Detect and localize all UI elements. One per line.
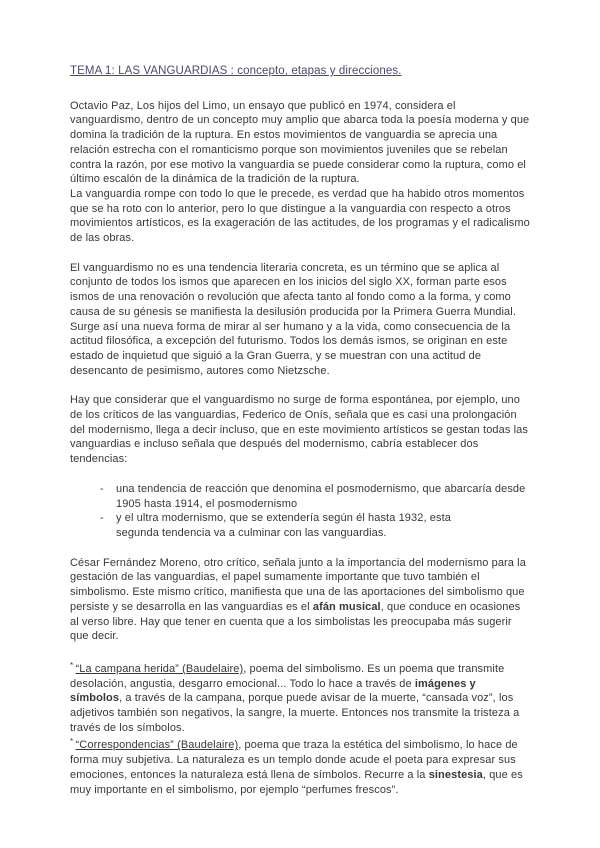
poem-title: “Correspondencias” (Baudelaire): [75, 739, 239, 752]
text-run: afán musical: [312, 600, 381, 613]
text-run: César Fernández Moreno, otro crítico, señala junto a la importancia del modernismo para la gestación de las vanguardias, el papel sumamente importante que tuvo también el simbolismo. Este mismo crítico, manifiesta que una de las aportaciones del simbolismo que persiste y se desarrolla en las vanguardias es el: [70, 556, 530, 613]
para-vanguardismo-ismos: [70, 261, 530, 379]
text-run: , poema que traza la estética del simbolismo, lo hace de forma muy subjetiva. La naturaleza es un templo donde acude el poeta para expresar sus emociones, entonces la naturaleza está llena de símbolos. Recurre a la: [70, 739, 521, 781]
text-run: una tendencia de reacción que denomina el posmodernismo, que abarcaría desde 1905 hasta 1914, el posmodernismo: [116, 482, 529, 510]
text-run: El vanguardismo no es una tendencia literaria concreta, es un término que se aplica al conjunto de todos los ismos que aparecen en los inicios del siglo XX, forman parte esos ismos de una renovación o revolución que afecta tanto al fondo como a la forma, y como causa de su génesis se manifiesta la desilusión producida por la Primera Guerra Mundial. Surge así una nueva forma de mirar al ser humano y a la vida, como consecuencia de la actitud filosófica, a excepción del futurismo. Todos los demás ismos, se originan en este estado de inquietud que siguió a la Gran Guerra, y se muestran con una actitud de desencanto de pesimismo, autores como Nietzsche.: [70, 261, 520, 377]
para-poemas-baudelaire: [70, 659, 530, 797]
footnote-asterisk: *: [70, 737, 76, 747]
list-item-text: [116, 482, 530, 511]
text-run: imágenes y símbolos: [70, 677, 479, 705]
footnote-asterisk: *: [70, 660, 76, 670]
text-run: Hay que considerar que el vanguardismo no surge de forma espontánea, por ejemplo, uno de los críticos de las vanguardias, Federico de Onís, señala que es casi una prolongación del modernismo, llega a decir incluso, que en este movimiento artísticos se gestan todas las vanguardias e incluso señala que después del modernismo, cabría establecer dos tendencias:: [70, 394, 532, 466]
list-marker: -: [100, 482, 104, 495]
document-body: [70, 99, 530, 798]
text-run: Octavio Paz, Los hijos del Limo, un ensayo que publicó en 1974, considera el vanguardismo, dentro de un concepto muy amplio que abarca toda la poesía moderna y que domina la tradición de la ruptura. En estos movimientos de vanguardia se aprecia una relación estrecha con el romanticismo porque son movimientos juveniles que se rebelan contra la razón, por ese motivo la vanguardia se puede considerar como la ruptura, como el último escalón de la dinámica de la tradición de la ruptura. La vanguardia rompe con todo lo que le precede, es verdad que ha habido otros momentos que se ha roto con lo anterior, pero lo que distingue a la vanguardia con respecto a otros movimientos artísticos, es la exageración de las actitudes, de los programas y el radicalismo de las obras.: [70, 99, 530, 245]
tendencias-list: [70, 482, 530, 541]
text-run: , poema del simbolismo. Es un poema que transmite desolación, angustia, desgarro emocional... Todo lo hace a través de: [70, 662, 508, 690]
para-federico-onis: [70, 393, 530, 467]
text-run: , que es muy importante en el simbolismo, por ejemplo “perfumes frescos”.: [70, 768, 526, 796]
para-octavio-paz: [70, 99, 530, 246]
list-marker: -: [100, 512, 104, 525]
poem-title: “La campana herida” (Baudelaire): [75, 662, 244, 675]
list-item: [70, 511, 530, 540]
text-run: , que conduce en ocasiones al verso libre. Hay que tener en cuenta que a los simbolistas les preocupaba más sugerir que decir.: [70, 600, 524, 643]
text-run: y el ultra modernismo, que se extendería según él hasta 1932, esta segunda tendencia va a culminar con las vanguardias.: [116, 512, 451, 539]
list-item-text: [116, 511, 530, 540]
para-cesar-fernandez-moreno: [70, 556, 530, 644]
text-run: sinestesia: [428, 768, 483, 781]
document-title: TEMA 1: LAS VANGUARDIAS : concepto, etapas y direcciones.: [70, 65, 402, 77]
list-item: [70, 482, 530, 511]
text-run: , a través de la campana, porque puede avisar de la muerte, “cansada voz”, los adjetivos también son negativos, la sangre, la muerte. Entonces nos transmite la tristeza a través de los símbolos.: [70, 692, 520, 734]
